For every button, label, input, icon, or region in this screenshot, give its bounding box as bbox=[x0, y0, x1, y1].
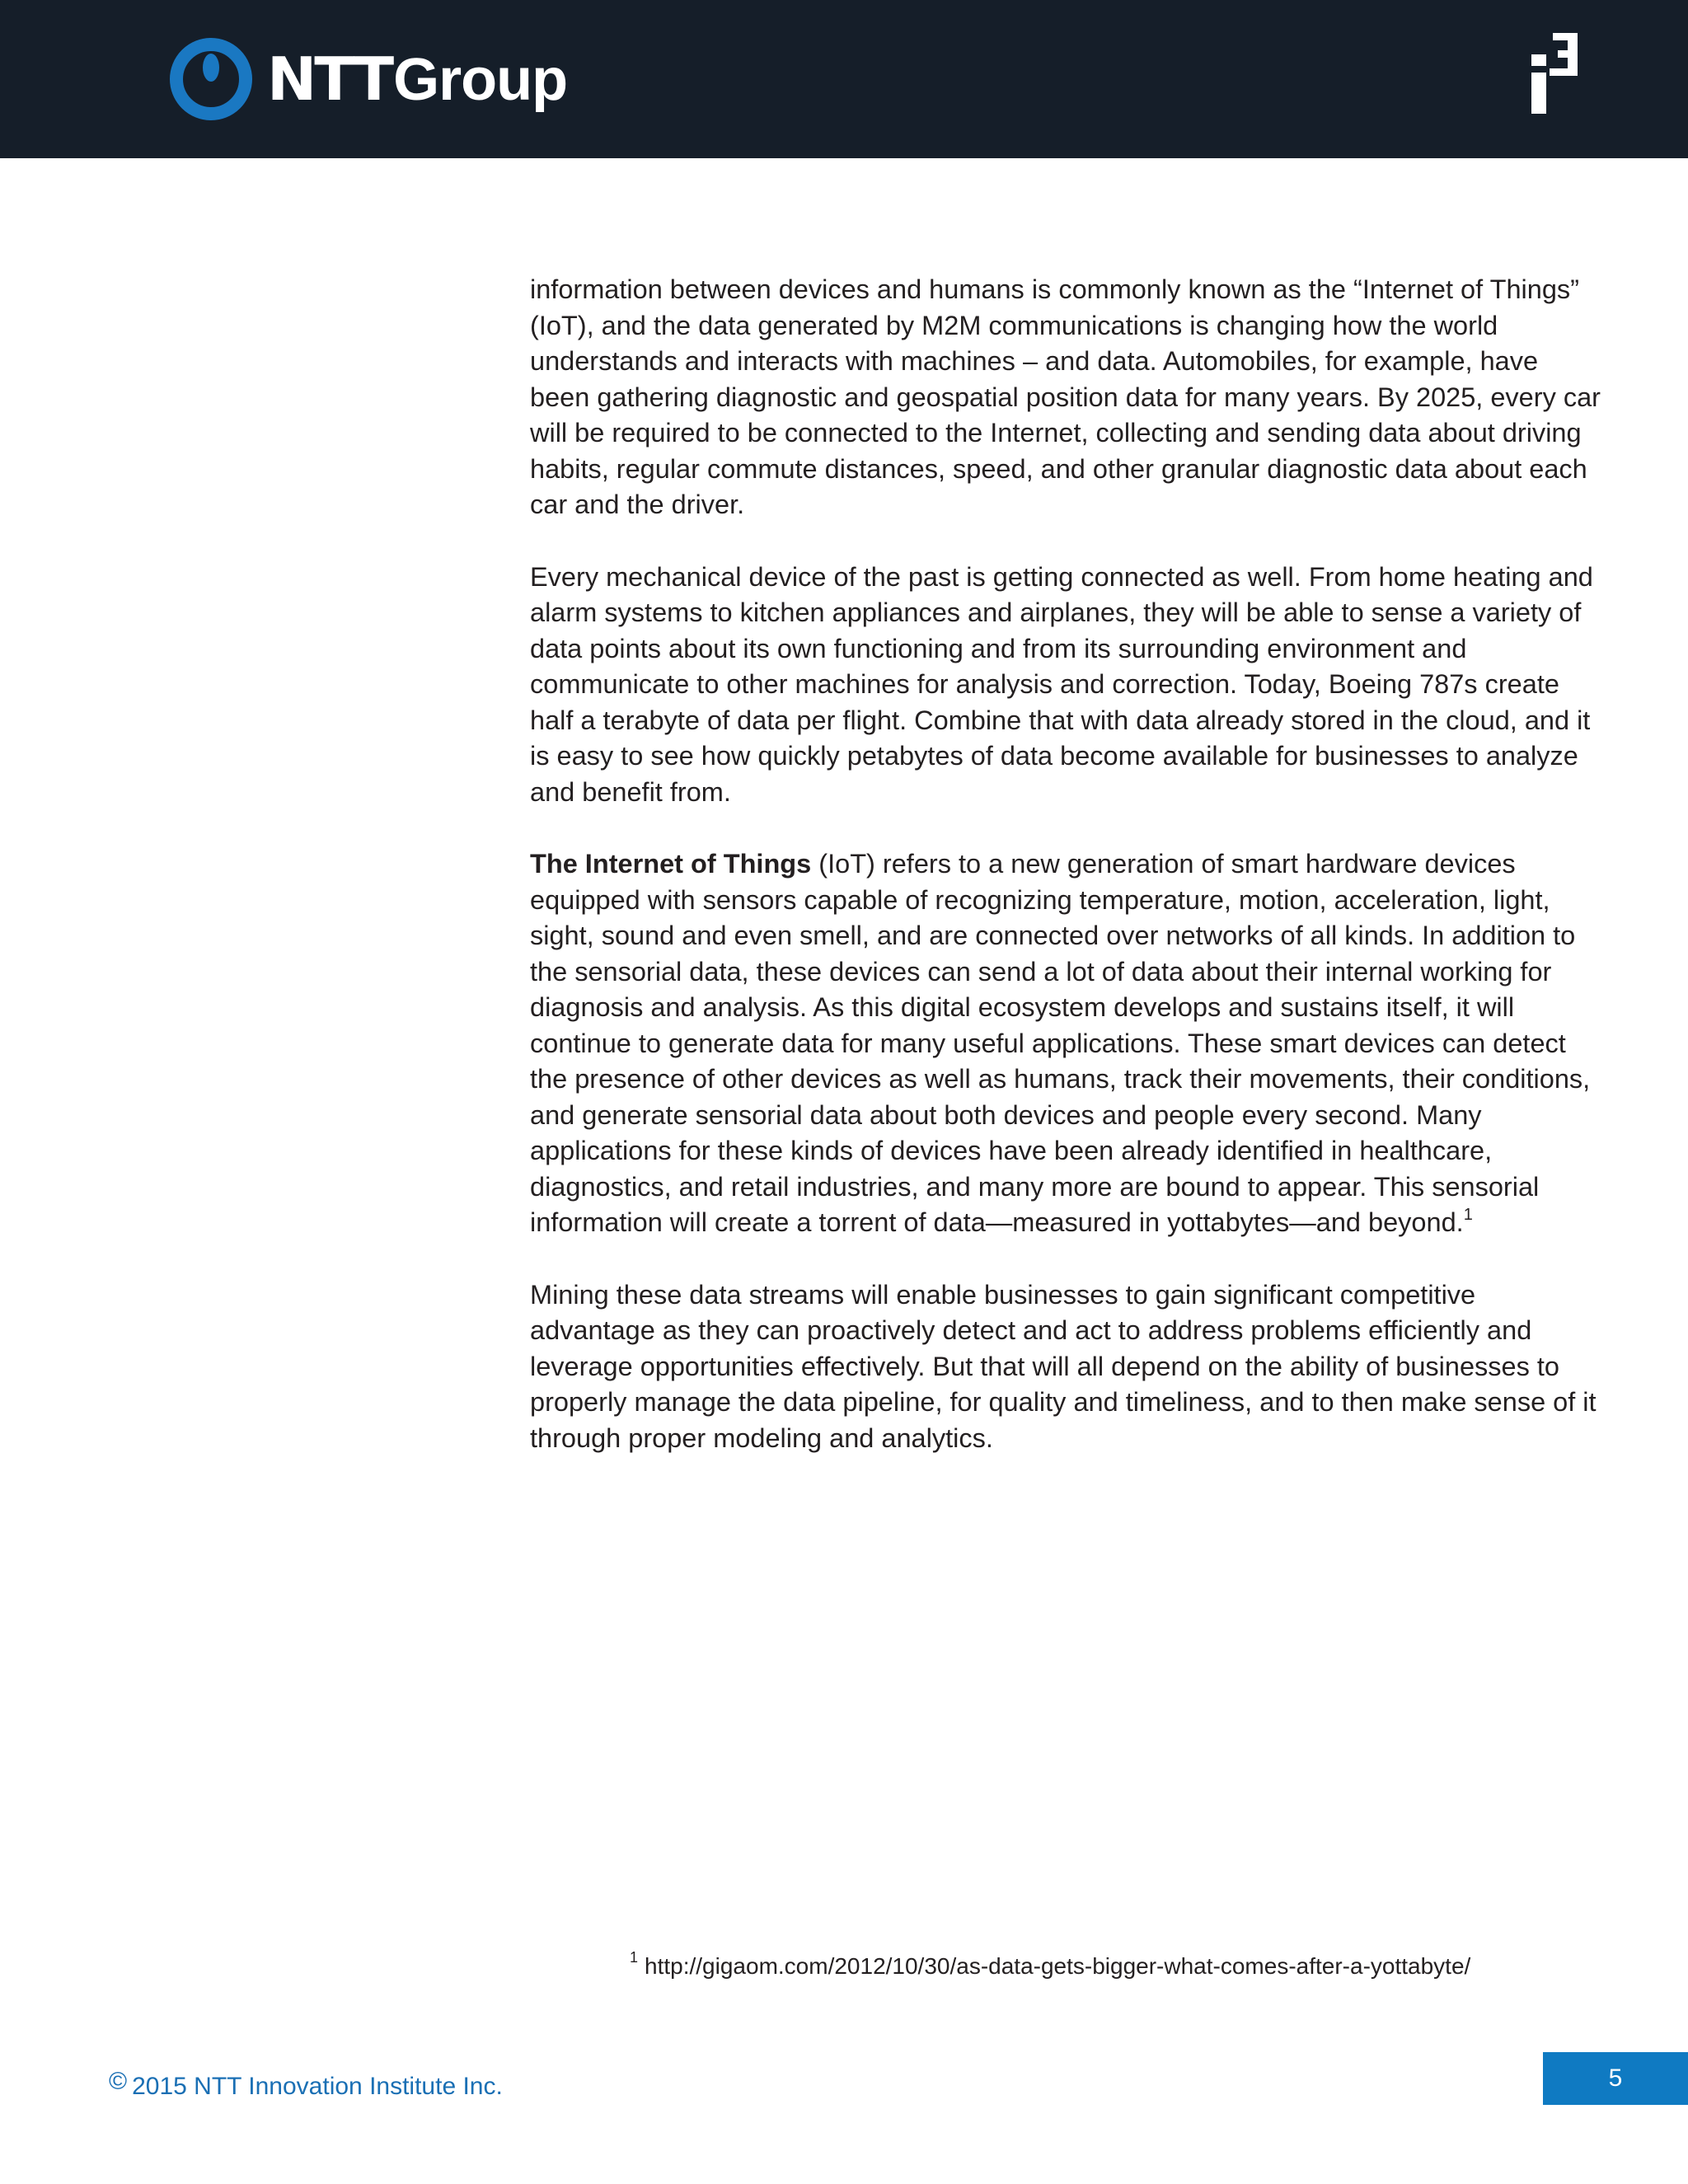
paragraph: information between devices and humans is commonly known as the “Internet of Things” (IoT), and the data generated by M2M communications is changing how the world understands and interacts with machines – and data. Automobiles, for example, have been gathering diagnostic and geospatial position data for many years. By 2025, every car will be required to be connected to the Internet, collecting and sending data about driving habits, regular commute distances, speed, and other granular diagnostic data about each car and the driver. bbox=[530, 274, 1601, 519]
ntt-ring-icon bbox=[168, 36, 254, 122]
article-body bbox=[530, 272, 1601, 1456]
paragraph: Mining these data streams will enable businesses to gain significant competitive advantage as they can proactively detect and act to address problems efficiently and leverage opportunities effectively. But that will all depend on the ability of businesses to properly manage the data pipeline, for quality and timeliness, and to then make sense of it through proper modeling and analytics. bbox=[530, 1279, 1597, 1453]
paragraph-text: (IoT) refers to a new generation of smart hardware devices equipped with sensors capable of recognizing temperature, motion, acceleration, light, sight, sound and even smell, and are connected over networks of all kinds. In addition to the sensorial data, these devices can send a lot of data about their internal working for diagnosis and analysis. As this digital ecosystem develops and sustains itself, it will continue to generate data for many useful applications. These smart devices can detect the presence of other devices as well as humans, track their movements, their conditions, and generate sensorial data about both devices and people every second. Many applications for these kinds of devices have been already identified in healthcare, diagnostics, and retail industries, and many more are bound to appear. This sensorial information will create a torrent of data—measured in yottabytes—and beyond. bbox=[530, 849, 1591, 1237]
logo-name: NTT bbox=[267, 44, 392, 114]
bold-term: The Internet of Things bbox=[530, 849, 812, 879]
footnote-link[interactable]: http://gigaom.com/2012/10/30/as-data-gets-bigger-what-comes-after-a-yottabyte/ bbox=[645, 1953, 1471, 1979]
copyright-text: 2015 NTT Innovation Institute Inc. bbox=[132, 2073, 503, 2100]
paragraph: Every mechanical device of the past is getting connected as well. From home heating and alarm systems to kitchen appliances and airplanes, they will be able to sense a variety of data points about its own functioning and from its surrounding environment and communicate to other machines for analysis and correction. Today, Boeing 787s create half a terabyte of data per flight. Combine that with data already stored in the cloud, and it is easy to see how quickly petabytes of data become available for businesses to analyze and benefit from. bbox=[530, 561, 1593, 807]
page-number: 5 bbox=[1543, 2052, 1688, 2105]
footnote-number: 1 bbox=[630, 1949, 639, 1966]
page-header bbox=[0, 0, 1688, 158]
logo-suffix: Group bbox=[393, 46, 568, 113]
iot-paragraph bbox=[530, 846, 1601, 1241]
footnote bbox=[630, 1949, 1471, 1981]
copyright bbox=[109, 2067, 503, 2102]
logo-wordmark bbox=[267, 44, 568, 114]
i3-icon bbox=[1525, 30, 1582, 119]
footnote-ref[interactable]: 1 bbox=[1463, 1206, 1473, 1224]
ntt-group-logo bbox=[168, 36, 567, 122]
copyright-symbol: © bbox=[109, 2068, 128, 2095]
